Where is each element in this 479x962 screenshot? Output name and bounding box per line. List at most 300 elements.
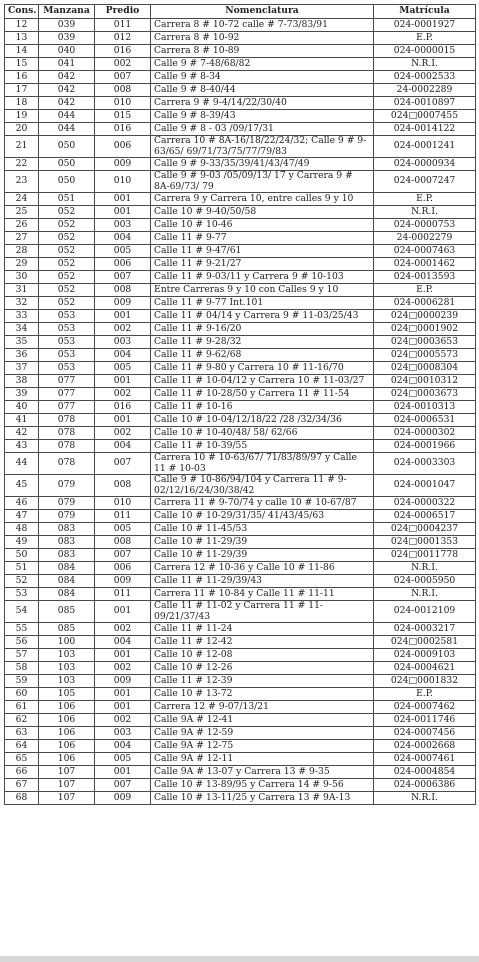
cell-predio: 011 xyxy=(95,19,151,32)
table-row xyxy=(5,753,476,766)
cell-manzana: 042 xyxy=(39,97,95,110)
cell-manzana: 050 xyxy=(39,158,95,171)
cell-nomenclatura: Calle 10 # 12-08 xyxy=(151,649,374,662)
cell-manzana: 052 xyxy=(39,245,95,258)
cell-nomenclatura: Carrera 11 # 10-84 y Calle 11 # 11-11 xyxy=(151,588,374,601)
cell-matricula: 024-0010897 xyxy=(374,97,476,110)
table-row xyxy=(5,701,476,714)
table-row xyxy=(5,766,476,779)
table-row xyxy=(5,714,476,727)
cell-predio: 016 xyxy=(95,45,151,58)
table-row xyxy=(5,675,476,688)
cell-matricula: 24-0002279 xyxy=(374,232,476,245)
table-row xyxy=(5,688,476,701)
cell-manzana: 078 xyxy=(39,440,95,453)
cell-nomenclatura: Calle 9A # 12-75 xyxy=(151,740,374,753)
cell-predio: 006 xyxy=(95,136,151,158)
table-row xyxy=(5,623,476,636)
cell-manzana: 083 xyxy=(39,536,95,549)
cell-cons: 27 xyxy=(5,232,39,245)
cell-manzana: 052 xyxy=(39,297,95,310)
cell-cons: 17 xyxy=(5,84,39,97)
cell-matricula: N.R.I. xyxy=(374,206,476,219)
cell-manzana: 106 xyxy=(39,740,95,753)
cell-matricula: 024-0002668 xyxy=(374,740,476,753)
cell-nomenclatura: Carrera 12 # 9-07/13/21 xyxy=(151,701,374,714)
cell-predio: 001 xyxy=(95,206,151,219)
cell-predio: 004 xyxy=(95,636,151,649)
cell-predio: 001 xyxy=(95,701,151,714)
cell-nomenclatura: Calle 11 # 9-16/20 xyxy=(151,323,374,336)
cell-nomenclatura: Calle 11 # 12-42 xyxy=(151,636,374,649)
cell-nomenclatura: Calle 11 # 10-39/55 xyxy=(151,440,374,453)
cell-cons: 43 xyxy=(5,440,39,453)
cell-nomenclatura: Calle 10 # 11-45/53 xyxy=(151,523,374,536)
cell-nomenclatura: Carrera 9 y Carrera 10, entre calles 9 y 10 xyxy=(151,193,374,206)
cell-predio: 005 xyxy=(95,245,151,258)
cell-manzana: 052 xyxy=(39,219,95,232)
cell-cons: 68 xyxy=(5,792,39,805)
table-row xyxy=(5,284,476,297)
cell-predio: 002 xyxy=(95,623,151,636)
cell-predio: 004 xyxy=(95,349,151,362)
cell-cons: 26 xyxy=(5,219,39,232)
cell-cons: 67 xyxy=(5,779,39,792)
table-row xyxy=(5,258,476,271)
table-row xyxy=(5,440,476,453)
cell-matricula: 024-0001966 xyxy=(374,440,476,453)
cell-manzana: 052 xyxy=(39,258,95,271)
cell-matricula: 024-0001047 xyxy=(374,475,476,497)
cell-manzana: 103 xyxy=(39,675,95,688)
cell-nomenclatura: Calle 9 # 7-48/68/82 xyxy=(151,58,374,71)
cell-matricula: 024-0010313 xyxy=(374,401,476,414)
cell-cons: 42 xyxy=(5,427,39,440)
cell-cons: 54 xyxy=(5,601,39,623)
cell-cons: 19 xyxy=(5,110,39,123)
cell-nomenclatura: Calle 11 # 11-24 xyxy=(151,623,374,636)
cell-matricula: E.P. xyxy=(374,32,476,45)
table-row xyxy=(5,740,476,753)
cell-cons: 32 xyxy=(5,297,39,310)
table-row xyxy=(5,84,476,97)
cell-nomenclatura: Calle 11 # 10-16 xyxy=(151,401,374,414)
table-row xyxy=(5,453,476,475)
cell-nomenclatura: Calle 11 # 9-47/61 xyxy=(151,245,374,258)
cell-matricula: 024□0001353 xyxy=(374,536,476,549)
cell-matricula: N.R.I. xyxy=(374,588,476,601)
cell-manzana: 041 xyxy=(39,58,95,71)
cell-matricula: 024-0006531 xyxy=(374,414,476,427)
cell-cons: 61 xyxy=(5,701,39,714)
cell-predio: 001 xyxy=(95,688,151,701)
cell-nomenclatura: Calle 11 # 9-80 y Carrera 10 # 11-16/70 xyxy=(151,362,374,375)
cell-cons: 45 xyxy=(5,475,39,497)
table-row xyxy=(5,427,476,440)
cell-nomenclatura: Calle 9A # 12-11 xyxy=(151,753,374,766)
cell-nomenclatura: Calle 10 # 11-29/39 xyxy=(151,536,374,549)
header-row xyxy=(5,5,476,19)
cell-matricula: 024□0011778 xyxy=(374,549,476,562)
cell-manzana: 079 xyxy=(39,510,95,523)
cell-matricula: 024□0008304 xyxy=(374,362,476,375)
cell-cons: 13 xyxy=(5,32,39,45)
cell-manzana: 107 xyxy=(39,779,95,792)
cell-manzana: 084 xyxy=(39,562,95,575)
cell-manzana: 106 xyxy=(39,701,95,714)
cell-predio: 009 xyxy=(95,158,151,171)
cell-predio: 009 xyxy=(95,675,151,688)
table-row xyxy=(5,71,476,84)
cell-matricula: 024□0005573 xyxy=(374,349,476,362)
table-row xyxy=(5,362,476,375)
cell-predio: 009 xyxy=(95,792,151,805)
cell-cons: 63 xyxy=(5,727,39,740)
cell-cons: 66 xyxy=(5,766,39,779)
cell-nomenclatura: Calle 9 # 8-34 xyxy=(151,71,374,84)
cell-predio: 007 xyxy=(95,779,151,792)
cell-cons: 55 xyxy=(5,623,39,636)
property-table xyxy=(4,4,476,805)
cell-cons: 25 xyxy=(5,206,39,219)
cell-predio: 004 xyxy=(95,440,151,453)
cell-nomenclatura: Calle 11 # 11-29/39/43 xyxy=(151,575,374,588)
cell-cons: 16 xyxy=(5,71,39,84)
cell-cons: 60 xyxy=(5,688,39,701)
cell-predio: 006 xyxy=(95,258,151,271)
cell-manzana: 106 xyxy=(39,714,95,727)
cell-manzana: 053 xyxy=(39,310,95,323)
cell-matricula: 024-0011746 xyxy=(374,714,476,727)
cell-matricula: 024-0009103 xyxy=(374,649,476,662)
cell-predio: 008 xyxy=(95,84,151,97)
cell-matricula: 024-0006386 xyxy=(374,779,476,792)
table-row xyxy=(5,649,476,662)
cell-nomenclatura: Calle 11 # 10-04/12 y Carrera 10 # 11-03/27 xyxy=(151,375,374,388)
cell-matricula: 024□0001832 xyxy=(374,675,476,688)
cell-cons: 30 xyxy=(5,271,39,284)
cell-manzana: 052 xyxy=(39,284,95,297)
cell-cons: 21 xyxy=(5,136,39,158)
cell-matricula: 024-0001927 xyxy=(374,19,476,32)
table-row xyxy=(5,206,476,219)
table-row xyxy=(5,310,476,323)
cell-manzana: 052 xyxy=(39,206,95,219)
cell-manzana: 106 xyxy=(39,727,95,740)
cell-manzana: 050 xyxy=(39,171,95,193)
cell-nomenclatura: Calle 9 # 8 - 03 /09/17/31 xyxy=(151,123,374,136)
cell-manzana: 039 xyxy=(39,32,95,45)
cell-matricula: 024-0000015 xyxy=(374,45,476,58)
cell-predio: 001 xyxy=(95,310,151,323)
cell-nomenclatura: Calle 11 # 9-21/27 xyxy=(151,258,374,271)
cell-matricula: E.P. xyxy=(374,688,476,701)
cell-predio: 008 xyxy=(95,475,151,497)
header-cons: Cons. xyxy=(5,5,39,19)
cell-cons: 51 xyxy=(5,562,39,575)
cell-manzana: 083 xyxy=(39,549,95,562)
cell-nomenclatura: Calle 9 # 9-33/35/39/41/43/47/49 xyxy=(151,158,374,171)
table-row xyxy=(5,58,476,71)
cell-cons: 24 xyxy=(5,193,39,206)
cell-predio: 008 xyxy=(95,536,151,549)
table-row xyxy=(5,323,476,336)
cell-predio: 001 xyxy=(95,601,151,623)
table-row xyxy=(5,219,476,232)
table-row xyxy=(5,792,476,805)
table-row xyxy=(5,245,476,258)
cell-cons: 35 xyxy=(5,336,39,349)
cell-matricula: E.P. xyxy=(374,193,476,206)
cell-nomenclatura: Calle 10 # 13-89/95 y Carrera 14 # 9-56 xyxy=(151,779,374,792)
header-predio: Predio xyxy=(95,5,151,19)
cell-predio: 002 xyxy=(95,323,151,336)
table-row xyxy=(5,97,476,110)
cell-predio: 001 xyxy=(95,375,151,388)
cell-nomenclatura: Calle 10 # 10-40/48/ 58/ 62/66 xyxy=(151,427,374,440)
cell-matricula: 024-0007456 xyxy=(374,727,476,740)
cell-cons: 36 xyxy=(5,349,39,362)
cell-nomenclatura: Calle 9A # 12-41 xyxy=(151,714,374,727)
table-row xyxy=(5,401,476,414)
cell-cons: 57 xyxy=(5,649,39,662)
cell-cons: 15 xyxy=(5,58,39,71)
cell-cons: 23 xyxy=(5,171,39,193)
table-row xyxy=(5,45,476,58)
table-row xyxy=(5,297,476,310)
cell-cons: 40 xyxy=(5,401,39,414)
cell-predio: 001 xyxy=(95,649,151,662)
table-row xyxy=(5,158,476,171)
cell-predio: 011 xyxy=(95,510,151,523)
cell-cons: 47 xyxy=(5,510,39,523)
table-row xyxy=(5,562,476,575)
cell-nomenclatura: Calle 9 # 8-40/44 xyxy=(151,84,374,97)
cell-matricula: E.P. xyxy=(374,284,476,297)
cell-manzana: 106 xyxy=(39,753,95,766)
cell-nomenclatura: Calle 9 # 10-86/94/104 y Carrera 11 # 9-02/12/16/24/30/38/42 xyxy=(151,475,374,497)
table-row xyxy=(5,349,476,362)
cell-matricula: 024□0003673 xyxy=(374,388,476,401)
cell-manzana: 053 xyxy=(39,362,95,375)
cell-cons: 62 xyxy=(5,714,39,727)
cell-nomenclatura: Carrera 8 # 10-89 xyxy=(151,45,374,58)
cell-cons: 38 xyxy=(5,375,39,388)
cell-nomenclatura: Calle 10 # 10-04/12/18/22 /28 /32/34/36 xyxy=(151,414,374,427)
cell-manzana: 039 xyxy=(39,19,95,32)
cell-matricula: 024-0001462 xyxy=(374,258,476,271)
cell-matricula: 024□0010312 xyxy=(374,375,476,388)
cell-manzana: 084 xyxy=(39,588,95,601)
table-row xyxy=(5,536,476,549)
table-row xyxy=(5,110,476,123)
table-row xyxy=(5,271,476,284)
cell-manzana: 077 xyxy=(39,375,95,388)
cell-predio: 005 xyxy=(95,753,151,766)
cell-nomenclatura: Calle 10 # 11-29/39 xyxy=(151,549,374,562)
cell-nomenclatura: Carrera 11 # 9-70/74 y calle 10 # 10-67/87 xyxy=(151,497,374,510)
cell-predio: 002 xyxy=(95,427,151,440)
cell-nomenclatura: Carrera 10 # 10-63/67/ 71/83/89/97 y Calle 11 # 10-03 xyxy=(151,453,374,475)
cell-predio: 004 xyxy=(95,232,151,245)
cell-cons: 22 xyxy=(5,158,39,171)
header-manzana: Manzana xyxy=(39,5,95,19)
cell-manzana: 042 xyxy=(39,71,95,84)
cell-matricula: 024-0003217 xyxy=(374,623,476,636)
cell-matricula: 024-0005950 xyxy=(374,575,476,588)
cell-predio: 009 xyxy=(95,575,151,588)
cell-predio: 016 xyxy=(95,123,151,136)
cell-nomenclatura: Carrera 8 # 10-92 xyxy=(151,32,374,45)
cell-nomenclatura: Calle 10 # 12-26 xyxy=(151,662,374,675)
cell-nomenclatura: Calle 11 # 9-77 xyxy=(151,232,374,245)
cell-manzana: 078 xyxy=(39,414,95,427)
cell-cons: 52 xyxy=(5,575,39,588)
cell-manzana: 050 xyxy=(39,136,95,158)
table-row xyxy=(5,549,476,562)
cell-manzana: 079 xyxy=(39,475,95,497)
cell-predio: 007 xyxy=(95,71,151,84)
cell-manzana: 078 xyxy=(39,427,95,440)
cell-manzana: 107 xyxy=(39,766,95,779)
cell-predio: 005 xyxy=(95,362,151,375)
cell-predio: 006 xyxy=(95,562,151,575)
cell-manzana: 079 xyxy=(39,497,95,510)
table-row xyxy=(5,662,476,675)
cell-predio: 002 xyxy=(95,388,151,401)
cell-predio: 007 xyxy=(95,271,151,284)
cell-nomenclatura: Calle 11 # 9-77 Int.101 xyxy=(151,297,374,310)
cell-predio: 003 xyxy=(95,219,151,232)
cell-predio: 010 xyxy=(95,171,151,193)
cell-predio: 009 xyxy=(95,297,151,310)
cell-nomenclatura: Calle 10 # 13-72 xyxy=(151,688,374,701)
cell-cons: 41 xyxy=(5,414,39,427)
cell-cons: 29 xyxy=(5,258,39,271)
cell-manzana: 077 xyxy=(39,388,95,401)
cell-cons: 33 xyxy=(5,310,39,323)
cell-cons: 44 xyxy=(5,453,39,475)
cell-manzana: 044 xyxy=(39,123,95,136)
cell-manzana: 103 xyxy=(39,662,95,675)
cell-manzana: 052 xyxy=(39,232,95,245)
cell-predio: 007 xyxy=(95,453,151,475)
table-body xyxy=(5,19,476,805)
cell-manzana: 051 xyxy=(39,193,95,206)
cell-matricula: 024-0006517 xyxy=(374,510,476,523)
cell-matricula: 024-0007463 xyxy=(374,245,476,258)
cell-matricula: N.R.I. xyxy=(374,58,476,71)
cell-cons: 58 xyxy=(5,662,39,675)
cell-nomenclatura: Carrera 10 # 8A-16/18/22/24/32; Calle 9 # 9-63/65/ 69/71/73/75/77/79/83 xyxy=(151,136,374,158)
cell-cons: 53 xyxy=(5,588,39,601)
cell-predio: 002 xyxy=(95,714,151,727)
cell-manzana: 052 xyxy=(39,271,95,284)
cell-matricula: 024□0002581 xyxy=(374,636,476,649)
cell-manzana: 053 xyxy=(39,323,95,336)
cell-matricula: 024□0003653 xyxy=(374,336,476,349)
cell-predio: 004 xyxy=(95,740,151,753)
table-row xyxy=(5,414,476,427)
table-row xyxy=(5,123,476,136)
cell-matricula: 024□0001902 xyxy=(374,323,476,336)
cell-predio: 011 xyxy=(95,588,151,601)
cell-cons: 39 xyxy=(5,388,39,401)
cell-cons: 59 xyxy=(5,675,39,688)
cell-manzana: 105 xyxy=(39,688,95,701)
cell-cons: 37 xyxy=(5,362,39,375)
table-row xyxy=(5,523,476,536)
cell-matricula: N.R.I. xyxy=(374,792,476,805)
cell-predio: 001 xyxy=(95,193,151,206)
cell-predio: 010 xyxy=(95,497,151,510)
cell-predio: 001 xyxy=(95,766,151,779)
cell-cons: 28 xyxy=(5,245,39,258)
table-row xyxy=(5,232,476,245)
cell-manzana: 044 xyxy=(39,110,95,123)
cell-matricula: 024□0007455 xyxy=(374,110,476,123)
cell-nomenclatura: Calle 11 # 9-28/32 xyxy=(151,336,374,349)
cell-nomenclatura: Carrera 9 # 9-4/14/22/30/40 xyxy=(151,97,374,110)
cell-nomenclatura: Calle 9A # 12-59 xyxy=(151,727,374,740)
cell-matricula: 024-0000302 xyxy=(374,427,476,440)
cell-predio: 015 xyxy=(95,110,151,123)
cell-cons: 12 xyxy=(5,19,39,32)
table-row xyxy=(5,388,476,401)
cell-manzana: 083 xyxy=(39,523,95,536)
cell-cons: 18 xyxy=(5,97,39,110)
cell-nomenclatura: Calle 10 # 9-40/50/58 xyxy=(151,206,374,219)
cell-cons: 34 xyxy=(5,323,39,336)
table-row xyxy=(5,193,476,206)
table-row xyxy=(5,171,476,193)
cell-nomenclatura: Calle 10 # 13-11/25 y Carrera 13 # 9A-13 xyxy=(151,792,374,805)
cell-nomenclatura: Calle 11 # 12-39 xyxy=(151,675,374,688)
cell-predio: 003 xyxy=(95,727,151,740)
cell-nomenclatura: Carrera 12 # 10-36 y Calle 10 # 11-86 xyxy=(151,562,374,575)
cell-cons: 31 xyxy=(5,284,39,297)
cell-matricula: 024-0002533 xyxy=(374,71,476,84)
table-row xyxy=(5,601,476,623)
cell-manzana: 077 xyxy=(39,401,95,414)
cell-manzana: 103 xyxy=(39,649,95,662)
cell-nomenclatura: Calle 11 # 04/14 y Carrera 9 # 11-03/25/43 xyxy=(151,310,374,323)
cell-nomenclatura: Calle 11 # 9-62/68 xyxy=(151,349,374,362)
cell-manzana: 085 xyxy=(39,623,95,636)
cell-matricula: N.R.I. xyxy=(374,562,476,575)
page-bottom-edge xyxy=(0,956,479,962)
cell-cons: 56 xyxy=(5,636,39,649)
cell-manzana: 100 xyxy=(39,636,95,649)
cell-nomenclatura: Calle 9A # 13-07 y Carrera 13 # 9-35 xyxy=(151,766,374,779)
cell-cons: 14 xyxy=(5,45,39,58)
cell-nomenclatura: Calle 9 # 8-39/43 xyxy=(151,110,374,123)
table-row xyxy=(5,727,476,740)
cell-matricula: 024-0012109 xyxy=(374,601,476,623)
cell-predio: 002 xyxy=(95,58,151,71)
cell-predio: 007 xyxy=(95,549,151,562)
table-row xyxy=(5,136,476,158)
cell-predio: 008 xyxy=(95,284,151,297)
cell-matricula: 024□0004237 xyxy=(374,523,476,536)
cell-matricula: 024-0001241 xyxy=(374,136,476,158)
cell-manzana: 042 xyxy=(39,84,95,97)
cell-matricula: 024-0007462 xyxy=(374,701,476,714)
cell-matricula: 024-0000753 xyxy=(374,219,476,232)
cell-cons: 65 xyxy=(5,753,39,766)
cell-nomenclatura: Calle 10 # 10-46 xyxy=(151,219,374,232)
table-row xyxy=(5,779,476,792)
